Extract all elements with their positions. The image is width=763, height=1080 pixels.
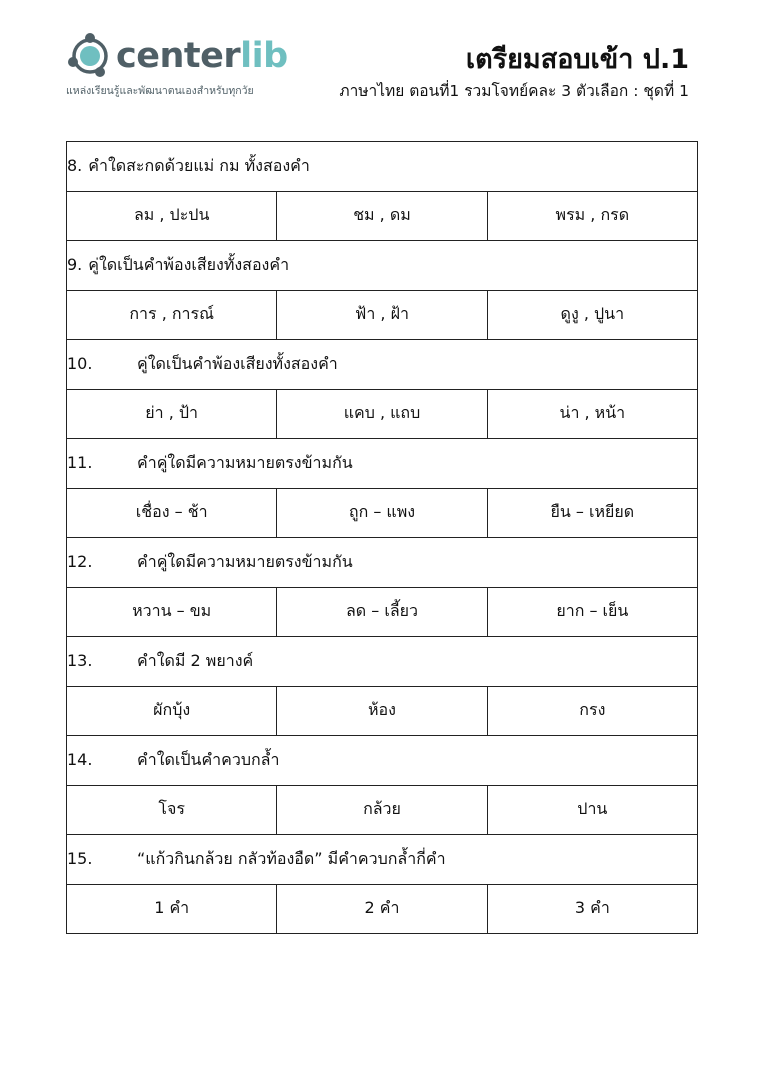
question-number: 9.: [67, 254, 83, 274]
quiz-table: [66, 141, 698, 934]
question-row: [67, 736, 698, 786]
question-cell: [67, 340, 698, 390]
question-row: [67, 241, 698, 291]
question-cell: [67, 538, 698, 588]
question-number: 13.: [67, 650, 93, 670]
options-row: [67, 587, 698, 637]
answer-option[interactable]: 2 คำ: [277, 884, 487, 934]
answer-option[interactable]: ลม , ปะปน: [67, 191, 277, 241]
question-row: [67, 637, 698, 687]
logo-lib-text: lib: [240, 36, 288, 76]
answer-option[interactable]: 1 คำ: [67, 884, 277, 934]
question-text: คู่ใดเป็นคำพ้องเสียงทั้งสองคำ: [137, 353, 338, 373]
answer-option[interactable]: ยาก – เย็น: [487, 587, 697, 637]
answer-option[interactable]: การ , การณ์: [67, 290, 277, 340]
options-row: [67, 884, 698, 934]
answer-option[interactable]: ย่า , ป้า: [67, 389, 277, 439]
answer-option[interactable]: ถูก – แพง: [277, 488, 487, 538]
question-number: 14.: [67, 749, 93, 769]
options-row: [67, 389, 698, 439]
options-row: [67, 785, 698, 835]
question-text: คำใดเป็นคำควบกล้ำ: [137, 749, 280, 769]
question-cell: [67, 142, 698, 192]
question-text: “แก้วกินกล้วย กลัวท้องอืด” มีคำควบกล้ำกี่คำ: [137, 848, 446, 868]
logo-tagline: แหล่งเรียนรู้และพัฒนาตนเองสำหรับทุกวัย: [66, 85, 254, 97]
question-row: [67, 835, 698, 885]
question-number: 8.: [67, 155, 83, 175]
options-row: [67, 686, 698, 736]
logo-center-text: center: [116, 36, 241, 76]
page-title: เตรียมสอบเข้า ป.1: [465, 44, 689, 75]
options-row: [67, 488, 698, 538]
molecule-logo-icon: [66, 32, 114, 80]
options-row: [67, 290, 698, 340]
answer-option[interactable]: น่า , หน้า: [487, 389, 697, 439]
answer-option[interactable]: 3 คำ: [487, 884, 697, 934]
question-row: [67, 538, 698, 588]
question-text: คำใดสะกดด้วยแม่ กม ทั้งสองคำ: [88, 155, 310, 175]
answer-option[interactable]: ชม , ดม: [277, 191, 487, 241]
question-row: [67, 439, 698, 489]
answer-option[interactable]: เชื่อง – ช้า: [67, 488, 277, 538]
question-row: [67, 340, 698, 390]
answer-option[interactable]: ยืน – เหยียด: [487, 488, 697, 538]
question-text: คำใดมี 2 พยางค์: [137, 650, 254, 670]
question-text: คู่ใดเป็นคำพ้องเสียงทั้งสองคำ: [88, 254, 290, 274]
answer-option[interactable]: กรง: [487, 686, 697, 736]
answer-option[interactable]: ลด – เลี้ยว: [277, 587, 487, 637]
answer-option[interactable]: ห้อง: [277, 686, 487, 736]
centerlib-logo: [66, 32, 296, 102]
answer-option[interactable]: กล้วย: [277, 785, 487, 835]
quiz-table-body: [67, 142, 698, 934]
question-number: 12.: [67, 551, 93, 571]
question-number: 11.: [67, 452, 93, 472]
page-subtitle: ภาษาไทย ตอนที่1 รวมโจทย์คละ 3 ตัวเลือก : ชุดที่ 1: [339, 82, 689, 100]
question-cell: [67, 241, 698, 291]
question-text: คำคู่ใดมีความหมายตรงข้ามกัน: [137, 551, 353, 571]
question-cell: [67, 736, 698, 786]
answer-option[interactable]: ปาน: [487, 785, 697, 835]
answer-option[interactable]: พรม , กรด: [487, 191, 697, 241]
answer-option[interactable]: ผักบุ้ง: [67, 686, 277, 736]
question-number: 10.: [67, 353, 93, 373]
answer-option[interactable]: แคบ , แถบ: [277, 389, 487, 439]
logo-wordmark: [116, 34, 288, 78]
question-cell: [67, 637, 698, 687]
question-row: [67, 142, 698, 192]
question-cell: [67, 835, 698, 885]
answer-option[interactable]: โจร: [67, 785, 277, 835]
question-number: 15.: [67, 848, 93, 868]
page-header: [0, 0, 763, 130]
question-text: คำคู่ใดมีความหมายตรงข้ามกัน: [137, 452, 353, 472]
answer-option[interactable]: ฟ้า , ฝ้า: [277, 290, 487, 340]
answer-option[interactable]: หวาน – ขม: [67, 587, 277, 637]
question-cell: [67, 439, 698, 489]
options-row: [67, 191, 698, 241]
answer-option[interactable]: ดูงู , ปูนา: [487, 290, 697, 340]
